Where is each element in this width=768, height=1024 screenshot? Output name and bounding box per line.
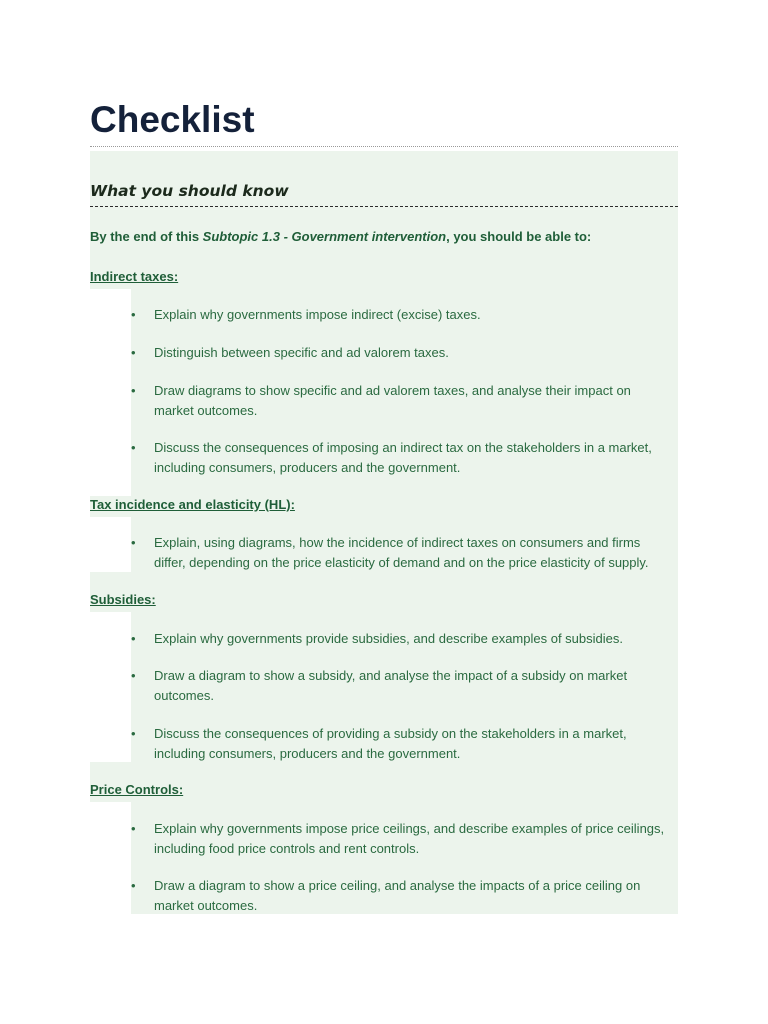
title-divider — [90, 146, 678, 147]
list-item: • Explain why governments provide subsidies, and describe examples of subsidies. — [154, 629, 674, 649]
bullet-icon: • — [131, 726, 136, 741]
panel-indent — [90, 289, 131, 496]
section-heading-subsidies: Subsidies: — [90, 592, 156, 607]
list-item: • Discuss the consequences of providing a subsidy on the stakeholders in a market, including consumers, producers and the government. — [131, 726, 627, 761]
subheading-divider — [90, 206, 678, 207]
section-heading-tax-incidence: Tax incidence and elasticity (HL): — [90, 497, 295, 512]
section-heading-indirect-taxes: Indirect taxes: — [90, 269, 179, 284]
page-title: Checklist — [90, 99, 255, 140]
bullet-icon: • — [131, 668, 136, 683]
list-item: • Explain, using diagrams, how the incidence of indirect taxes on consumers and firms differ, depending on the price elasticity of demand and on the price elasticity of supply. — [131, 535, 649, 570]
list-item: • Explain why governments impose price ceilings, and describe examples of price ceilings, including food price controls and rent controls. — [131, 821, 665, 856]
bullet-icon: • — [131, 878, 136, 893]
subtopic-name: Subtopic 1.3 - Government intervention — [202, 229, 447, 244]
list-item: • Draw a diagram to show a price ceiling, and analyse the impacts of a price ceiling on market outcomes. — [131, 878, 641, 913]
list-item: • Distinguish between specific and ad valorem taxes. — [154, 343, 674, 363]
list-item: • Explain why governments impose indirect (excise) taxes. — [154, 305, 674, 325]
list-item: • Draw diagrams to show specific and ad valorem taxes, and analyse their impact on market outcomes. — [131, 383, 631, 418]
bullet-icon: • — [131, 631, 136, 646]
section-subheading: What you should know — [90, 182, 289, 200]
bullet-icon: • — [131, 383, 136, 398]
bullet-icon: • — [131, 535, 136, 550]
list-item: • Discuss the consequences of imposing an indirect tax on the stakeholders in a market, including consumers, producers and the government. — [131, 440, 652, 475]
bullet-icon: • — [131, 307, 136, 322]
intro-text: By the end of this Subtopic 1.3 - Government intervention, you should be able to: — [90, 229, 592, 244]
bullet-icon: • — [131, 821, 136, 836]
list-item: • Draw a diagram to show a subsidy, and analyse the impact of a subsidy on market outcomes. — [131, 668, 628, 703]
panel-indent — [90, 612, 131, 762]
bullet-icon: • — [131, 440, 136, 455]
bullet-icon: • — [131, 345, 136, 360]
panel-indent — [90, 802, 131, 914]
section-heading-price-controls: Price Controls: — [90, 782, 184, 797]
panel-indent — [90, 517, 131, 572]
